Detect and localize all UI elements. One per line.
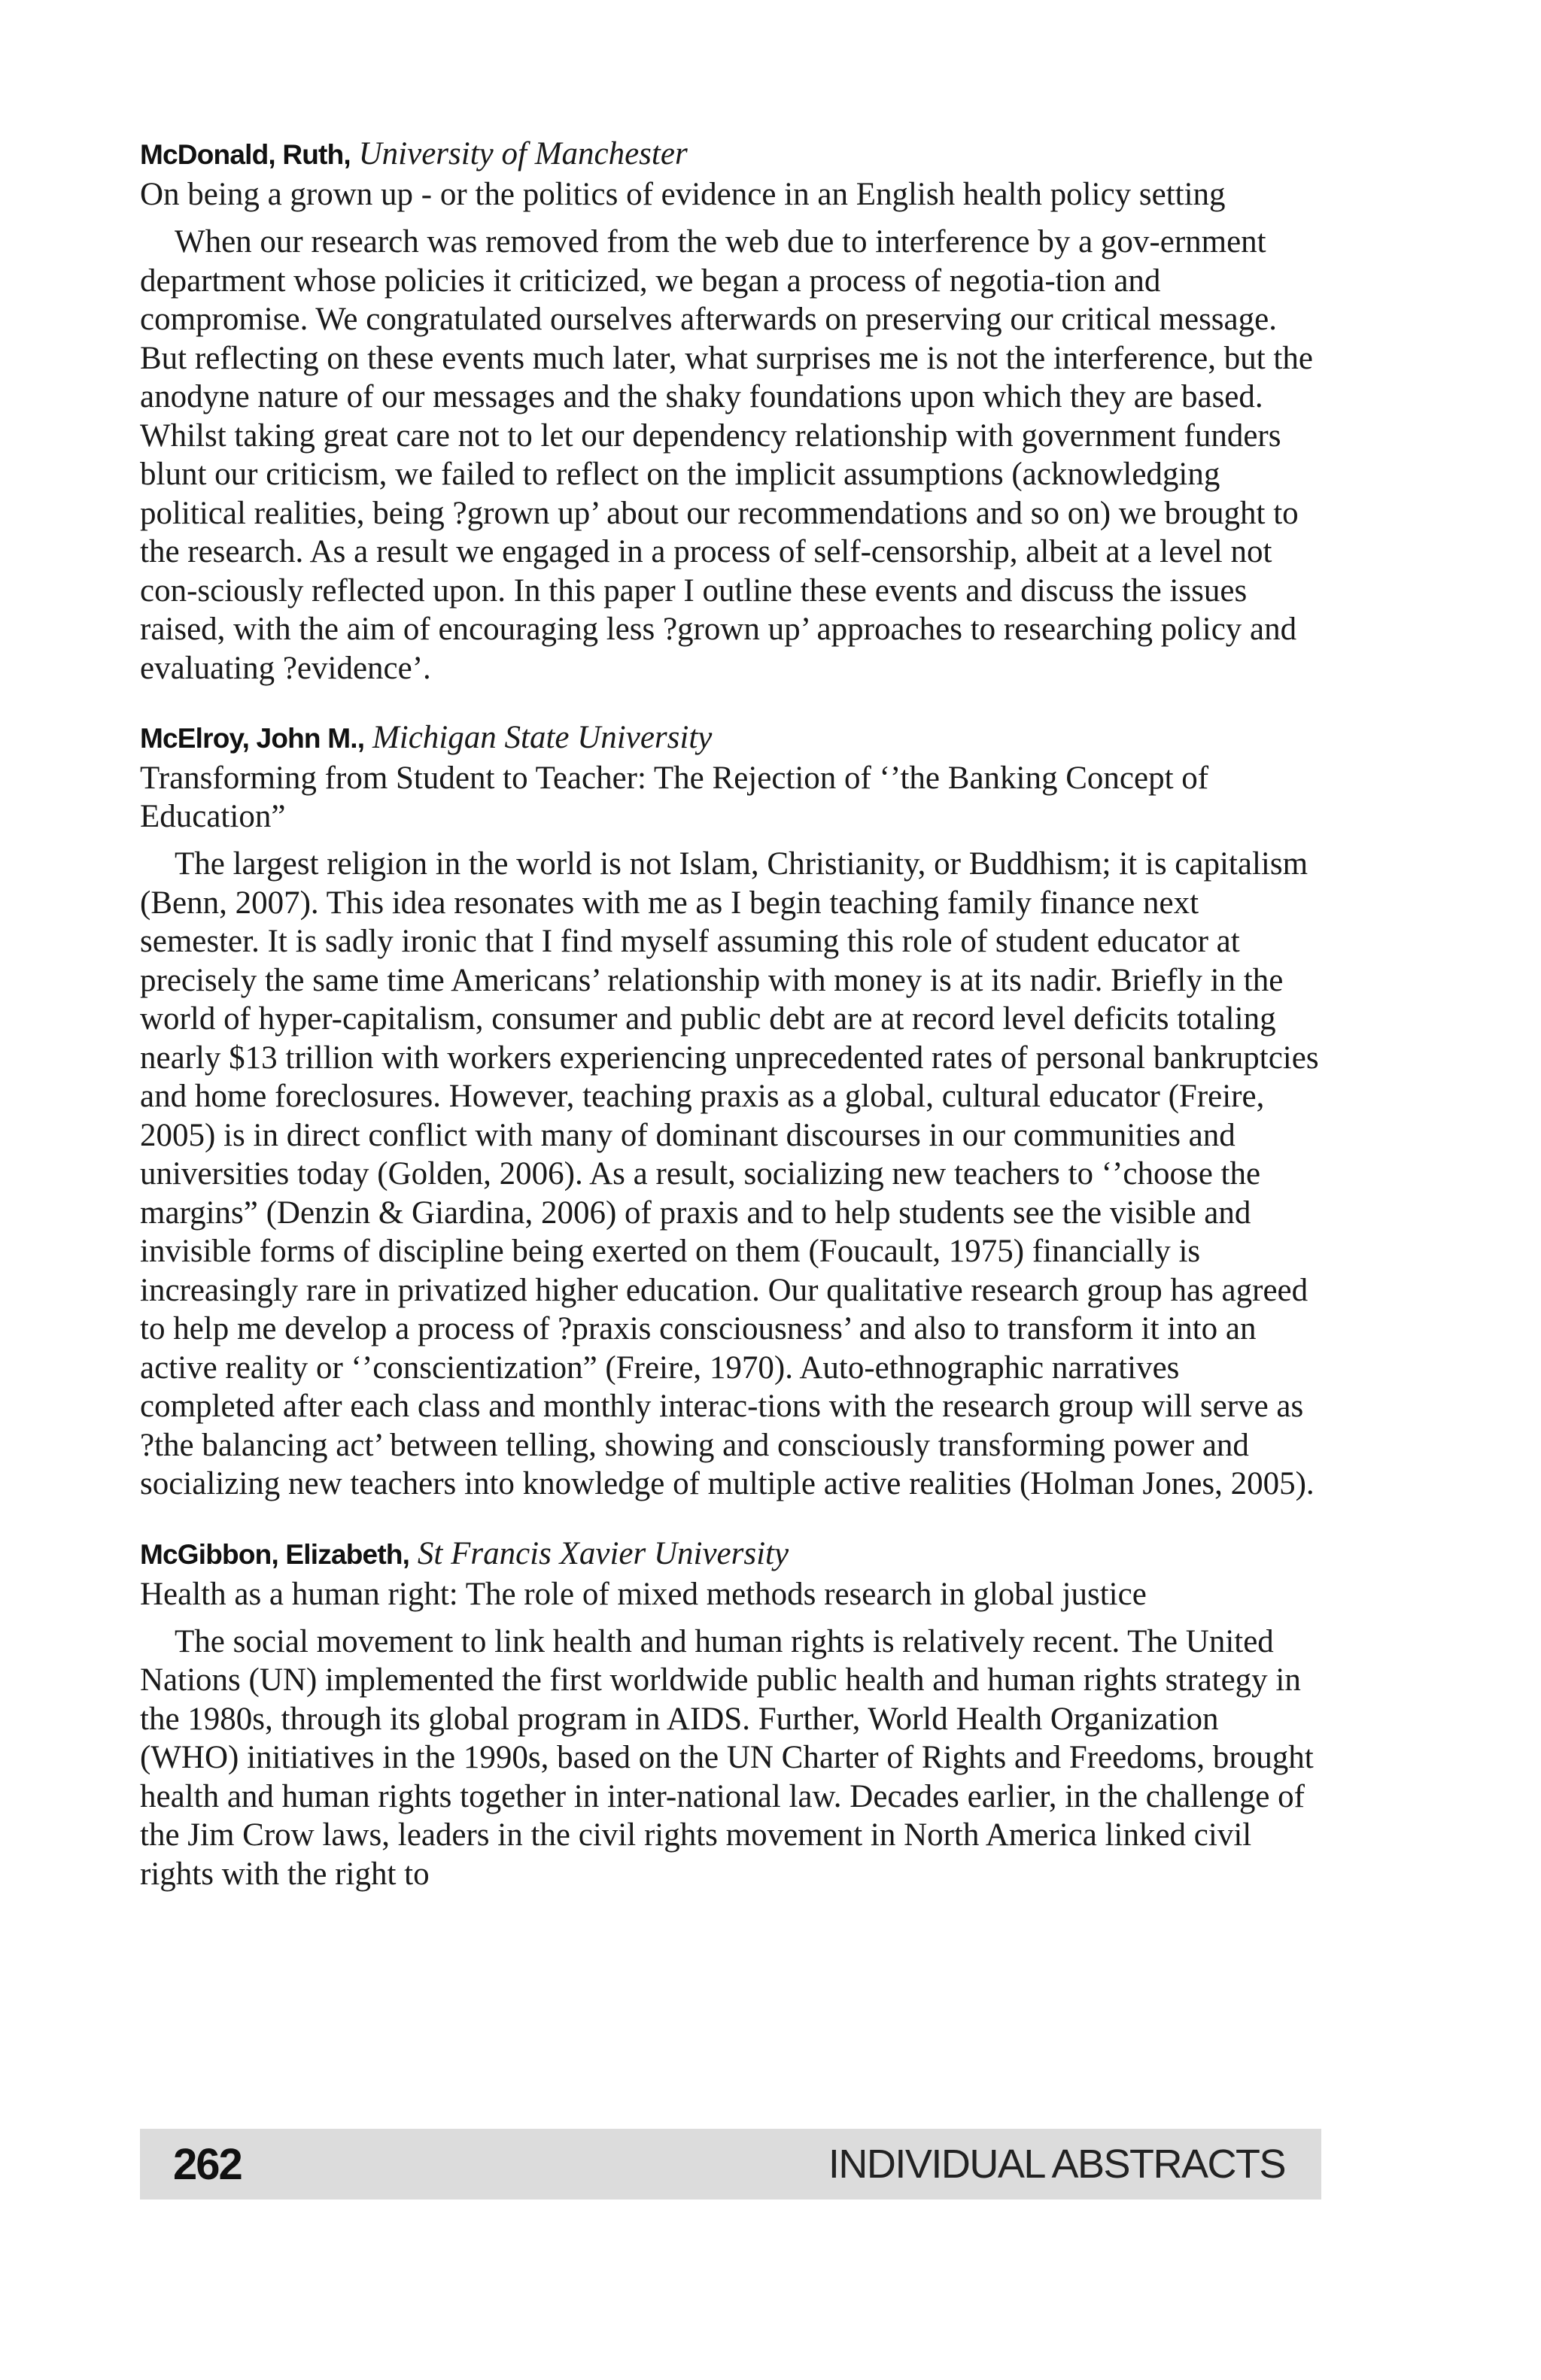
author-name: McElroy, John M., <box>140 723 365 754</box>
abstract-body: The largest religion in the world is not Islam, Christianity, or Buddhism; it is capitalism (Benn, 2007). This idea resonates with me as I begin teaching family finance next semester. It is sadly ironic that I find myself assuming this role of student educator at precisely the same time Americans’ relationship with money is at its nadir. Briefly in the world of hyper-capitalism, consumer and public debt are at record level deficits totaling nearly $13 trillion with workers experiencing unprecedented rates of personal bankruptcies and home foreclosures. However, teaching praxis as a global, cultural educator (Freire, 2005) is in direct conflict with many of dominant discourses in our communities and universities today (Golden, 2006). As a result, socializing new teachers to ‘’choose the margins” (Denzin & Giardina, 2006) of praxis and to help students see the visible and invisible forms of discipline being exerted on them (Foucault, 1975) financially is increasingly rare in privatized higher education. Our qualitative research group has agreed to help me develop a process of ?praxis consciousness’ and also to transform it into an active reality or ‘’conscientization” (Freire, 1970). Auto-ethnographic narratives completed after each class and monthly interac-tions with the research group will serve as ?the balancing act’ between telling, showing and consciously transforming power and socializing new teachers into knowledge of multiple active realities (Holman Jones, 2005). <box>140 846 1319 1501</box>
author-name: McGibbon, Elizabeth, <box>140 1538 410 1570</box>
page-number: 262 <box>173 2139 242 2189</box>
abstract-entry-mcelroy <box>140 718 1321 1504</box>
abstract-title: Transforming from Student to Teacher: The Rejection of ‘’the Banking Concept of Education” <box>140 760 1209 834</box>
abstracts-page <box>140 134 1321 1923</box>
abstract-body: The social movement to link health and human rights is relatively recent. The United Nations (UN) implemented the first worldwide public health and human rights strategy in the 1980s, through its global program in AIDS. Further, World Health Organization (WHO) initiatives in the 1990s, based on the UN Charter of Rights and Freedoms, brought health and human rights together in inter-national law. Decades earlier, in the challenge of the Jim Crow laws, leaders in the civil rights movement in North America linked civil rights with the right to <box>140 1623 1314 1892</box>
abstract-body: When our research was removed from the web due to interference by a gov-ernment department whose policies it criticized, we began a process of negotia-tion and compromise. We congratulated ourselves afterwards on preserving our critical message. But reflecting on these events much later, what surprises me is not the interference, but the anodyne nature of our messages and the shaky foundations upon which they are based. Whilst taking great care not to let our dependency relationship with government funders blunt our criticism, we failed to reflect on the implicit assumptions (acknowledging political realities, being ?grown up’ about our recommendations and so on) we brought to the research. As a result we engaged in a process of self-censorship, albeit at a level not con-sciously reflected upon. In this paper I outline these events and discuss the issues raised, with the aim of encouraging less ?grown up’ approaches to researching policy and evaluating ?evidence’. <box>140 224 1313 686</box>
abstract-title: On being a grown up - or the politics of evidence in an English health policy setting <box>140 177 1226 212</box>
author-affiliation: Michigan State University <box>372 720 713 755</box>
author-name: McDonald, Ruth, <box>140 139 351 170</box>
abstract-title: Health as a human right: The role of mixed methods research in global justice <box>140 1576 1147 1612</box>
author-line <box>140 1534 1321 1575</box>
section-name: INDIVIDUAL ABSTRACTS <box>828 2142 1285 2187</box>
author-affiliation: University of Manchester <box>358 136 688 172</box>
author-affiliation: St Francis Xavier University <box>417 1535 789 1571</box>
abstract-entry-mcgibbon <box>140 1534 1321 1894</box>
abstract-entry-mcdonald <box>140 134 1321 688</box>
author-line <box>140 718 1321 759</box>
author-line <box>140 134 1321 175</box>
page-footer <box>140 2129 1321 2199</box>
